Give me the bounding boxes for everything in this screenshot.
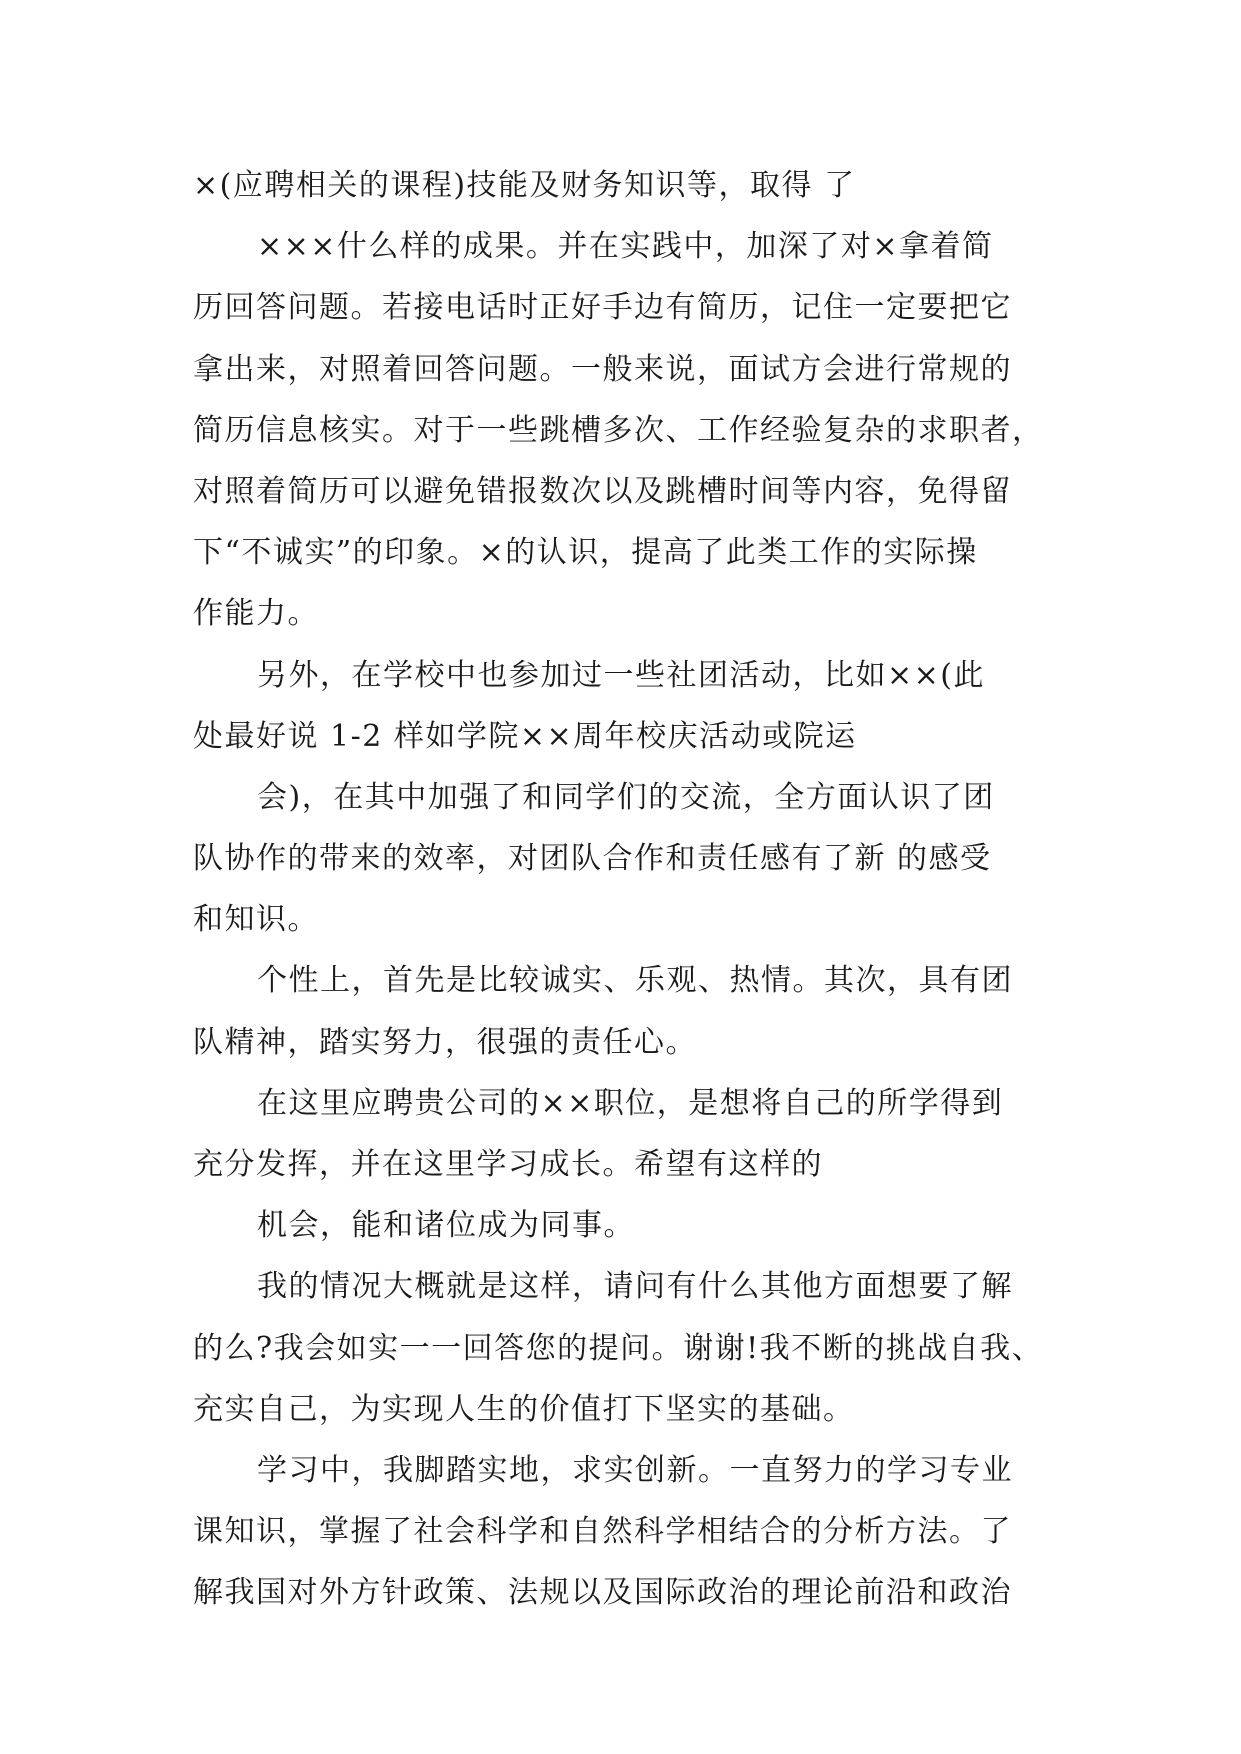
text-line: 队协作的带来的效率，对团队合作和责任感有了新 的感受 <box>193 841 992 877</box>
text-line: 会)，在其中加强了和同学们的交流，全方面认识了团 <box>257 779 995 815</box>
text-line: 简历信息核实。对于一些跳槽多次、工作经验复杂的求职者， <box>193 412 1044 448</box>
text-line: ×(应聘相关的课程)技能及财务知识等，取得 了 <box>193 168 856 203</box>
text-line: 拿出来，对照着回答问题。一般来说，面试方会进行常规的 <box>193 351 1012 387</box>
text-line: 个性上，首先是比较诚实、乐观、热情。其次，具有团 <box>257 963 1013 999</box>
text-line: 我的情况大概就是这样，请问有什么其他方面想要了解 <box>257 1269 1013 1305</box>
text-line: 课知识，掌握了社会科学和自然科学相结合的分析方法。了 <box>193 1514 1012 1550</box>
text-line: 下“不诚实”的印象。×的认识，提高了此类工作的实际操 <box>193 535 978 571</box>
text-line: 队精神，踏实努力，很强的责任心。 <box>193 1024 697 1060</box>
text-line: 在这里应聘贵公司的××职位，是想将自己的所学得到 <box>257 1085 1004 1121</box>
document-body <box>193 155 1055 1624</box>
text-line: 历回答问题。若接电话时正好手边有简历，记住一定要把它 <box>193 290 1012 326</box>
text-line: 的么?我会如实一一回答您的提问。谢谢!我不断的挑战自我、 <box>193 1330 1044 1366</box>
text-line: 对照着简历可以避免错报数次以及跳槽时间等内容，免得留 <box>193 473 1012 509</box>
text-line: ×××什么样的成果。并在实践中，加深了对×拿着简 <box>257 229 994 265</box>
text-line: 另外，在学校中也参加过一些社团活动，比如××(此 <box>257 657 985 693</box>
text-line: 学习中，我脚踏实地，求实创新。一直努力的学习专业 <box>257 1452 1013 1488</box>
text-line: 充分发挥，并在这里学习成长。希望有这样的 <box>193 1147 823 1182</box>
text-line: 处最好说 1-2 样如学院××周年校庆活动或院运 <box>193 718 857 754</box>
text-line: 充实自己，为实现人生的价值打下坚实的基础。 <box>193 1391 855 1427</box>
text-line: 作能力。 <box>193 596 319 632</box>
text-line: 解我国对外方针政策、法规以及国际政治的理论前沿和政治 <box>193 1575 1012 1611</box>
text-line: 和知识。 <box>193 902 319 938</box>
text-line: 机会，能和诸位成为同事。 <box>257 1208 635 1244</box>
